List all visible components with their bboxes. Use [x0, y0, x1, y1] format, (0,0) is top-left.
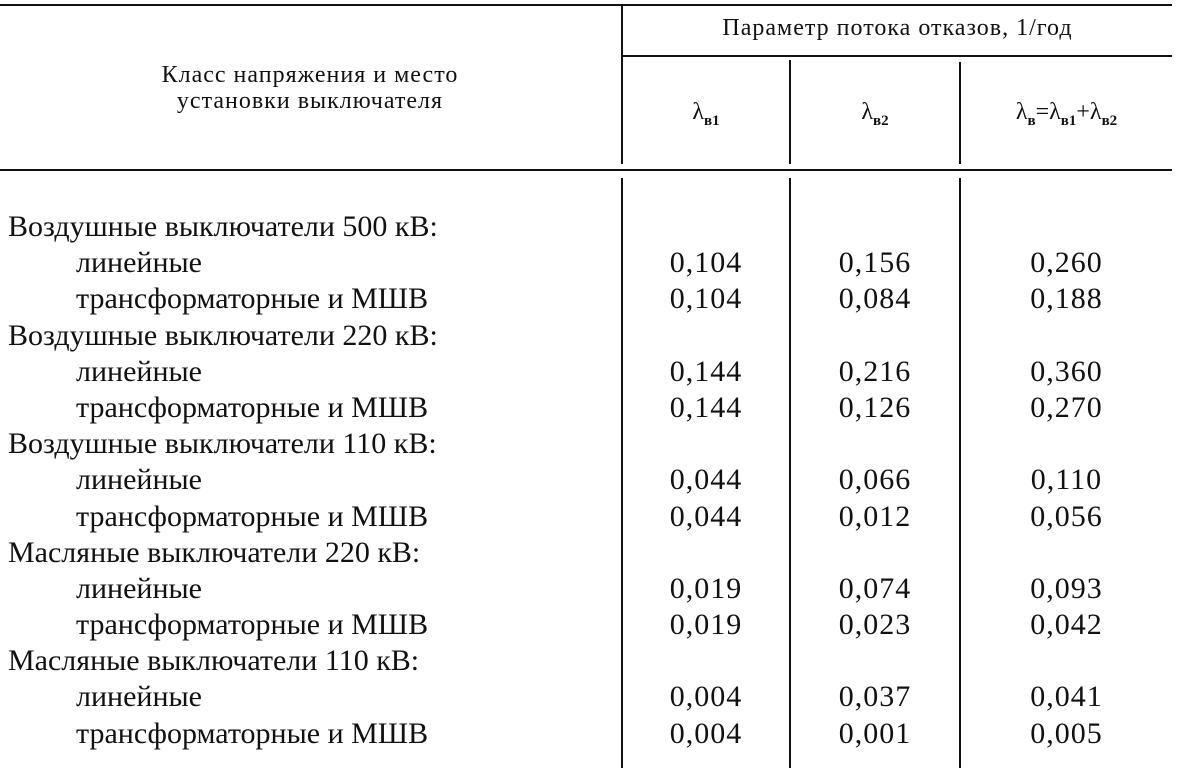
lambda-subscript: в1	[1060, 113, 1077, 129]
lambda-symbol: λ	[1089, 99, 1102, 125]
row-group-label: Воздушные выключатели 220 кВ:	[8, 318, 438, 352]
cell-lambda-v1: 0,144	[669, 390, 743, 424]
row-group-label: Масляные выключатели 110 кВ:	[8, 644, 420, 678]
lambda-symbol: λ	[1049, 99, 1061, 125]
table-row-group	[0, 426, 1172, 462]
equals-sign: =	[1035, 99, 1050, 125]
cell-lambda-v2: 0,066	[838, 463, 912, 497]
cell-lambda-v2: 0,156	[838, 246, 912, 280]
row-label: линейные	[76, 463, 202, 497]
cell-lambda-v2: 0,023	[838, 608, 912, 642]
cell-lambda-sum: 0,041	[1030, 680, 1103, 714]
cell-lambda-v2: 0,216	[838, 354, 912, 388]
table-row	[0, 716, 1172, 752]
table-row-group	[0, 318, 1172, 354]
table-row	[0, 607, 1172, 643]
row-label: линейные	[76, 246, 202, 280]
row-label: линейные	[76, 571, 202, 605]
table-row	[0, 679, 1172, 715]
cell-lambda-v1: 0,044	[669, 463, 743, 497]
spanner-header: Параметр потока отказов, 1/год	[722, 15, 1073, 41]
cell-lambda-sum: 0,260	[1030, 246, 1103, 280]
cell-lambda-v2: 0,084	[838, 282, 912, 316]
stub-header-line-2: установки выключателя	[176, 88, 444, 114]
cell-lambda-v2: 0,126	[838, 390, 912, 424]
cell-lambda-sum: 0,270	[1030, 390, 1103, 424]
lambda-symbol: λ	[861, 99, 874, 125]
cell-lambda-v1: 0,044	[669, 499, 743, 533]
table-row	[0, 354, 1172, 390]
cell-lambda-sum: 0,093	[1030, 571, 1103, 605]
cell-lambda-sum: 0,042	[1030, 608, 1103, 642]
row-label: линейные	[76, 680, 202, 714]
cell-lambda-v1: 0,104	[669, 246, 743, 280]
cell-lambda-v1: 0,004	[669, 716, 743, 750]
row-label: трансформаторные и МШВ	[76, 499, 429, 533]
stub-header-line-1: Класс напряжения и место	[161, 62, 459, 88]
spanner-underline-rule	[623, 55, 1172, 57]
cell-lambda-sum: 0,110	[1030, 463, 1103, 497]
table-row	[0, 281, 1172, 317]
cell-lambda-v2: 0,037	[838, 680, 912, 714]
cell-lambda-v2: 0,001	[838, 716, 912, 750]
column-header-lambda-v1	[623, 92, 789, 132]
lambda-subscript: в1	[704, 113, 720, 129]
lambda-subscript: в2	[873, 113, 889, 129]
table-row-group	[0, 209, 1172, 245]
cell-lambda-v1: 0,104	[669, 282, 743, 316]
table-row	[0, 499, 1172, 535]
row-label: трансформаторные и МШВ	[76, 608, 429, 642]
cell-lambda-v2: 0,074	[838, 571, 912, 605]
row-group-label: Воздушные выключатели 110 кВ:	[8, 427, 437, 461]
table-row	[0, 245, 1172, 281]
row-label: трансформаторные и МШВ	[76, 716, 429, 750]
table-top-rule	[0, 4, 1172, 6]
cell-lambda-sum: 0,360	[1030, 354, 1103, 388]
table-row	[0, 390, 1172, 426]
cell-lambda-sum: 0,188	[1030, 282, 1103, 316]
plus-sign: +	[1076, 99, 1090, 125]
table-row	[0, 571, 1172, 607]
cell-lambda-sum: 0,005	[1030, 716, 1103, 750]
row-label: трансформаторные и МШВ	[76, 282, 429, 316]
cell-lambda-sum: 0,056	[1030, 499, 1103, 533]
cell-lambda-v2: 0,012	[838, 499, 912, 533]
column-header-lambda-sum	[961, 92, 1172, 132]
row-label: линейные	[76, 354, 202, 388]
table-row	[0, 462, 1172, 498]
table-row-group	[0, 643, 1172, 679]
table-row-group	[0, 535, 1172, 571]
cell-lambda-v1: 0,019	[669, 571, 743, 605]
stub-column-header	[60, 62, 560, 114]
lambda-subscript: в	[1027, 113, 1036, 129]
cell-lambda-v1: 0,004	[669, 680, 743, 714]
header-bottom-rule	[0, 169, 1172, 171]
cell-lambda-v1: 0,019	[669, 608, 743, 642]
row-group-label: Воздушные выключатели 500 кВ:	[8, 210, 438, 243]
row-group-label: Масляные выключатели 220 кВ:	[8, 535, 421, 569]
lambda-symbol: λ	[1015, 99, 1028, 125]
column-header-lambda-v2	[791, 92, 959, 132]
lambda-subscript: в2	[1101, 113, 1118, 129]
table-body	[0, 209, 1172, 752]
lambda-symbol: λ	[692, 99, 705, 125]
cell-lambda-v1: 0,144	[669, 354, 743, 388]
row-label: трансформаторные и МШВ	[76, 390, 429, 424]
